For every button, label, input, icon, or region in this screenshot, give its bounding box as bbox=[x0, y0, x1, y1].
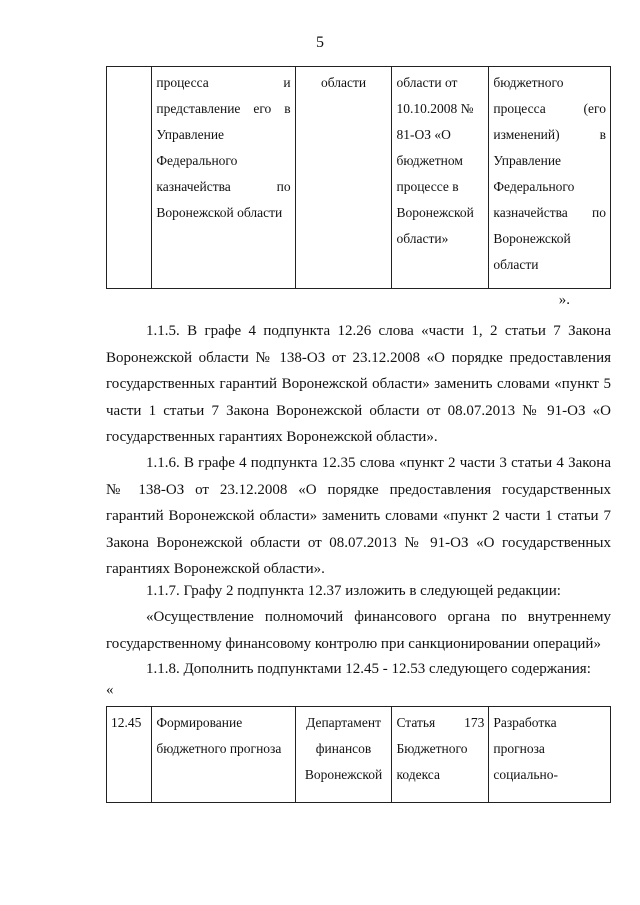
paragraph-1-1-7: 1.1.7. Графу 2 подпункта 12.37 изложить в следующей редакции: bbox=[146, 583, 561, 599]
cell-legal-basis: Статья 173 Бюджетного кодекса bbox=[392, 707, 489, 803]
paragraph-1-1-6: 1.1.6. В графе 4 подпункта 12.35 слова «пункт 2 части 3 статьи 4 Закона № 138-ОЗ от 23.12.2008 «О порядке предоставления государственных гарантий Воронежской области» заменить словами «пункт 2 части 1 статьи 7 Закона Воронежской области от 08.07.2013 № 91-ОЗ «О государственных гарантиях Воронежской области». bbox=[106, 455, 611, 577]
table-row bbox=[107, 707, 611, 803]
table-new-items bbox=[106, 706, 611, 803]
opening-quote: « bbox=[106, 682, 114, 698]
paragraph-quote: «Осуществление полномочий финансового органа по внутреннему государственному финансовому контролю при санкционировании операций» bbox=[106, 609, 611, 652]
page-number: 5 bbox=[316, 34, 324, 51]
table-continuation bbox=[106, 66, 611, 289]
closing-quote: ». bbox=[558, 292, 570, 308]
cell-legal-basis: области от 10.10.2008 № 81-ОЗ «О бюджетном процессе в Воронежской области» bbox=[392, 67, 489, 289]
cell-responsible: Департамент финансов Воронежской bbox=[295, 707, 392, 803]
cell-number bbox=[107, 67, 152, 289]
cell-responsible: области bbox=[295, 67, 392, 289]
paragraph-1-1-8: 1.1.8. Дополнить подпунктами 12.45 - 12.53 следующего содержания: bbox=[146, 661, 591, 677]
table-row bbox=[107, 67, 611, 289]
cell-description: процесса и представление его в Управление Федерального казначейства по Воронежской области bbox=[152, 67, 295, 289]
cell-description: Формирование бюджетного прогноза bbox=[152, 707, 295, 803]
cell-number: 12.45 bbox=[107, 707, 152, 803]
cell-result: бюджетного процесса (его изменений) в Управление Федерального казначейства по Воронежской области bbox=[489, 67, 611, 289]
paragraph-1-1-5: 1.1.5. В графе 4 подпункта 12.26 слова «части 1, 2 статьи 7 Закона Воронежской области № 138-ОЗ от 23.12.2008 «О порядке предоставления государственных гарантий Воронежской области» заменить словами «пункт 5 части 1 статьи 7 Закона Воронежской области от 08.07.2013 № 91-ОЗ «О государственных гарантиях Воронежской области». bbox=[106, 323, 611, 445]
cell-result: Разработка прогноза социально- bbox=[489, 707, 611, 803]
